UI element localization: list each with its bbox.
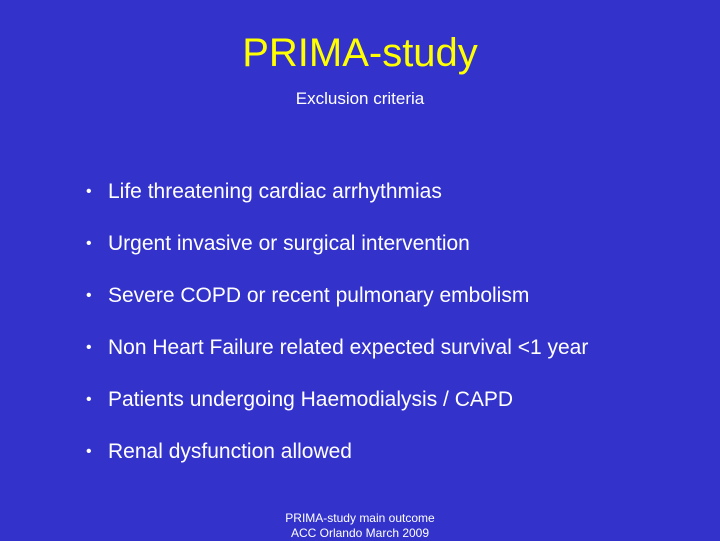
bullet-item bbox=[86, 278, 588, 330]
bullet-icon: • bbox=[86, 339, 92, 356]
bullet-icon: • bbox=[86, 391, 92, 408]
bullet-text: Renal dysfunction allowed bbox=[108, 440, 352, 463]
bullet-text: Life threatening cardiac arrhythmias bbox=[108, 180, 442, 203]
bullet-text: Urgent invasive or surgical intervention bbox=[108, 232, 470, 255]
bullet-icon: • bbox=[86, 443, 92, 460]
bullet-item bbox=[86, 174, 588, 226]
bullet-icon: • bbox=[86, 287, 92, 304]
bullet-text: Severe COPD or recent pulmonary embolism bbox=[108, 284, 530, 307]
bullet-list bbox=[86, 174, 588, 486]
slide-footer bbox=[0, 511, 720, 541]
bullet-text: Non Heart Failure related expected survival <1 year bbox=[108, 336, 589, 359]
slide-title: PRIMA-study bbox=[242, 31, 478, 75]
bullet-item bbox=[86, 382, 588, 434]
footer-line: PRIMA-study main outcome bbox=[285, 511, 435, 525]
bullet-text: Patients undergoing Haemodialysis / CAPD bbox=[108, 388, 514, 411]
slide-subtitle: Exclusion criteria bbox=[295, 89, 425, 108]
bullet-item bbox=[86, 330, 588, 382]
bullet-icon: • bbox=[86, 235, 92, 252]
footer-line: ACC Orlando March 2009 bbox=[290, 526, 430, 540]
bullet-item bbox=[86, 434, 588, 486]
bullet-item bbox=[86, 226, 588, 278]
bullet-icon: • bbox=[86, 183, 92, 200]
